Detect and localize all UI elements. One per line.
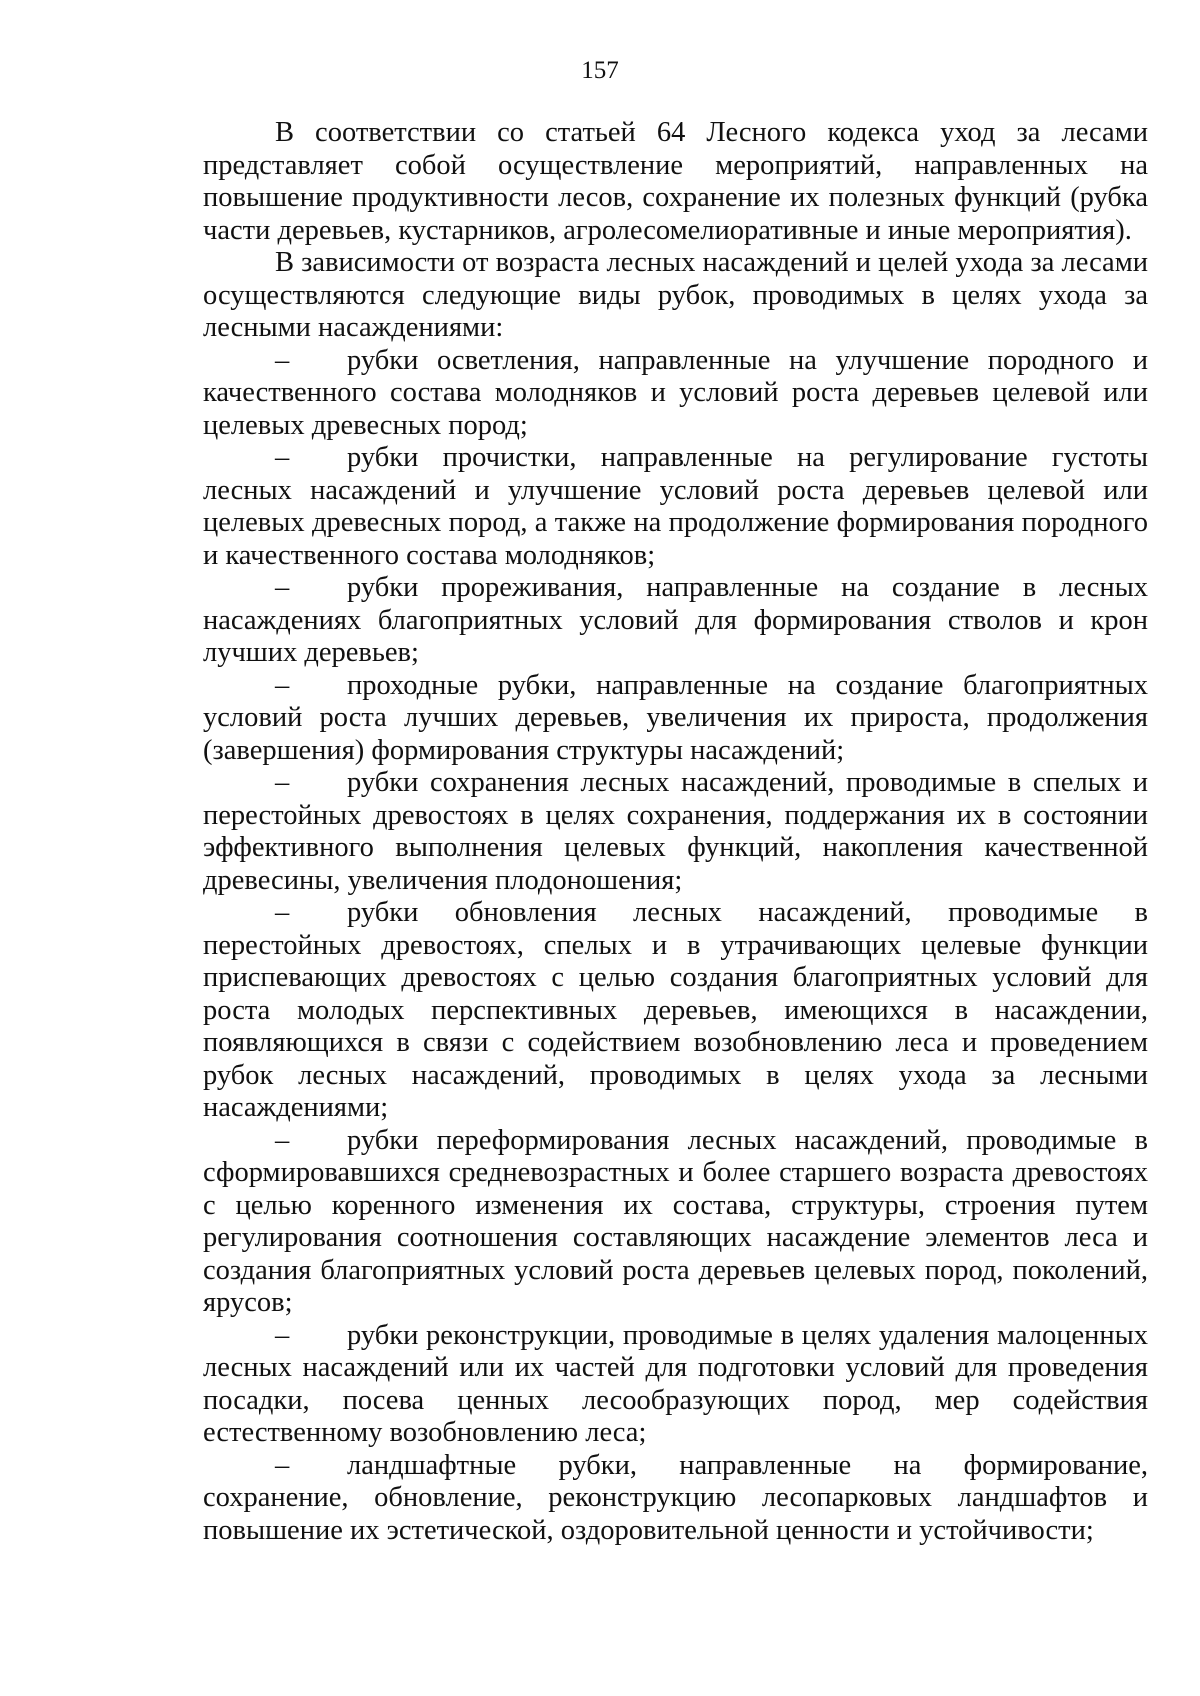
list-item-text: ландшафтные рубки, направленные на формирование, сохранение, обновление, реконструкцию лесопарковых ландшафтов и повышение их эстетической, оздоровительной ценности и устойчивости; bbox=[203, 1449, 1148, 1546]
list-item-text: рубки прочистки, направленные на регулирование густоты лесных насаждений и улучшение условий роста деревьев целевой или целевых древесных пород, а также на продолжение формирования породного и качественного состава молодняков; bbox=[203, 442, 1148, 571]
page-number: 157 bbox=[581, 57, 619, 84]
list-item bbox=[203, 442, 1148, 572]
list-item-text: проходные рубки, направленные на создание благоприятных условий роста лучших деревьев, увеличения их прироста, продолжения (завершения) формирования структуры насаждений; bbox=[203, 669, 1148, 766]
list-item-text: рубки обновления лесных насаждений, проводимые в перестойных древостоях, спелых и в утрачивающих целевые функции приспевающих древостоях с целью создания благоприятных условий для роста молодых перспективных деревьев, имеющихся в насаждении, появляющихся в связи с содействием возобновлению леса и проведением рубок лесных насаждений, проводимых в целях ухода за лесными насаждениями; bbox=[203, 897, 1148, 1123]
list-marker: – bbox=[275, 1319, 290, 1351]
list-marker: – bbox=[275, 767, 290, 798]
list-item-text: рубки реконструкции, проводимые в целях удаления малоценных лесных насаждений или их частей для подготовки условий для проведения посадки, посева ценных лесообразующих пород, мер содействия естественному возобновлению леса; bbox=[203, 1319, 1148, 1448]
list-item-text: рубки сохранения лесных насаждений, проводимые в спелых и перестойных древостоях в целях сохранения, поддержания их в состоянии эффективного выполнения целевых функций, накопления качественной древесины, увеличения плодоношения; bbox=[203, 767, 1148, 896]
paragraph: В зависимости от возраста лесных насаждений и целей ухода за лесами осуществляются следующие виды рубок, проводимых в целях ухода за лесными насаждениями: bbox=[203, 247, 1148, 343]
list-item bbox=[203, 345, 1148, 443]
list-marker: – bbox=[275, 572, 290, 603]
list-item bbox=[203, 1450, 1148, 1548]
document-body bbox=[203, 117, 1148, 1547]
list-marker: – bbox=[275, 897, 290, 928]
list-marker: – bbox=[275, 1124, 290, 1156]
list-item bbox=[203, 670, 1148, 768]
list-item-text: рубки прореживания, направленные на создание в лесных насаждениях благоприятных условий для формирования стволов и крон лучших деревьев; bbox=[203, 572, 1148, 668]
list-item bbox=[203, 897, 1148, 1125]
list-item-text: рубки осветления, направленные на улучшение породного и качественного состава молодняков и условий роста деревьев целевой или целевых древесных пород; bbox=[203, 344, 1148, 441]
paragraph: В соответствии со статьей 64 Лесного кодекса уход за лесами представляет собой осуществление мероприятий, направленных на повышение продуктивности лесов, сохранение их полезных функций (рубка части деревьев, кустарников, агролесомелиоративные и иные мероприятия). bbox=[203, 117, 1148, 246]
list-item bbox=[203, 1320, 1148, 1450]
list-marker: – bbox=[275, 669, 290, 701]
list-item bbox=[203, 767, 1148, 897]
list-item bbox=[203, 1125, 1148, 1320]
list-item-text: рубки переформирования лесных насаждений, проводимые в сформировавшихся средневозрастных и более старшего возраста древостоях с целью коренного изменения их состава, структуры, строения путем регулирования соотношения составляющих насаждение элементов леса и создания благоприятных условий роста деревьев целевых пород, поколений, ярусов; bbox=[203, 1124, 1148, 1318]
list-item bbox=[203, 572, 1148, 670]
list-marker: – bbox=[275, 442, 290, 473]
list-marker: – bbox=[275, 344, 290, 376]
list-marker: – bbox=[275, 1449, 290, 1481]
